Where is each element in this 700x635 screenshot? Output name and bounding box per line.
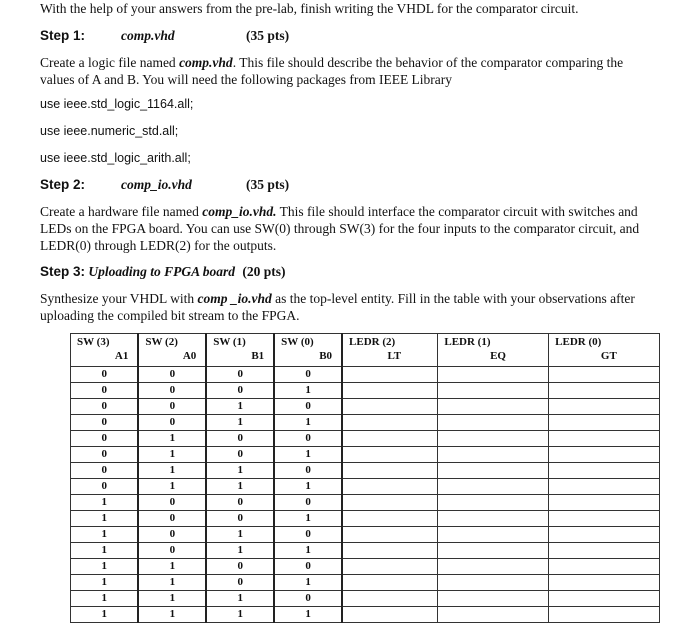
table-row bbox=[71, 591, 660, 607]
input-cell: 0 bbox=[274, 463, 342, 479]
output-cell-empty[interactable] bbox=[549, 527, 660, 543]
input-cell: 0 bbox=[138, 367, 206, 383]
header-signal-label: LT bbox=[387, 350, 402, 362]
output-cell-empty[interactable] bbox=[438, 415, 549, 431]
output-cell-empty[interactable] bbox=[438, 399, 549, 415]
header-ledr0 bbox=[549, 334, 660, 367]
step2-desc-text-a: Create a hardware file named bbox=[40, 204, 203, 219]
input-cell: 1 bbox=[71, 559, 139, 575]
input-cell: 0 bbox=[138, 495, 206, 511]
output-cell-empty[interactable] bbox=[438, 511, 549, 527]
header-sw3 bbox=[71, 334, 139, 367]
output-cell-empty[interactable] bbox=[549, 431, 660, 447]
input-cell: 1 bbox=[138, 431, 206, 447]
input-cell: 1 bbox=[206, 399, 274, 415]
input-cell: 0 bbox=[138, 511, 206, 527]
output-cell-empty[interactable] bbox=[438, 527, 549, 543]
input-cell: 0 bbox=[71, 367, 139, 383]
header-sw-label: SW (3) bbox=[77, 336, 110, 348]
input-cell: 1 bbox=[206, 415, 274, 431]
header-sw0 bbox=[274, 334, 342, 367]
input-cell: 1 bbox=[138, 591, 206, 607]
step3-title: Uploading to FPGA board bbox=[88, 264, 236, 279]
input-cell: 1 bbox=[71, 495, 139, 511]
output-cell-empty[interactable] bbox=[342, 447, 438, 463]
input-cell: 0 bbox=[206, 447, 274, 463]
output-cell-empty[interactable] bbox=[342, 367, 438, 383]
output-cell-empty[interactable] bbox=[438, 591, 549, 607]
output-cell-empty[interactable] bbox=[342, 495, 438, 511]
step2-desc-line1 bbox=[40, 203, 638, 220]
header-led-label: LEDR (2) bbox=[349, 336, 396, 348]
input-cell: 0 bbox=[71, 479, 139, 495]
output-cell-empty[interactable] bbox=[438, 367, 549, 383]
input-cell: 1 bbox=[71, 575, 139, 591]
input-cell: 1 bbox=[206, 463, 274, 479]
package-line: use ieee.std_logic_arith.all; bbox=[40, 151, 191, 165]
header-signal-label: EQ bbox=[490, 350, 506, 362]
output-cell-empty[interactable] bbox=[438, 383, 549, 399]
input-cell: 1 bbox=[71, 591, 139, 607]
input-cell: 0 bbox=[206, 383, 274, 399]
observation-table bbox=[70, 333, 660, 623]
input-cell: 1 bbox=[206, 591, 274, 607]
header-ledr1 bbox=[438, 334, 549, 367]
input-cell: 0 bbox=[206, 575, 274, 591]
input-cell: 1 bbox=[274, 447, 342, 463]
header-led-label: LEDR (1) bbox=[444, 336, 491, 348]
table-row bbox=[71, 559, 660, 575]
header-sw1 bbox=[206, 334, 274, 367]
output-cell-empty[interactable] bbox=[342, 383, 438, 399]
table-header-row bbox=[71, 334, 660, 367]
step1-label: Step 1: bbox=[40, 28, 86, 43]
table-row bbox=[71, 511, 660, 527]
input-cell: 0 bbox=[274, 559, 342, 575]
step3-desc-line2: uploading the compiled bit stream to the FPGA. bbox=[40, 308, 300, 323]
output-cell-empty[interactable] bbox=[549, 495, 660, 511]
output-cell-empty[interactable] bbox=[549, 399, 660, 415]
input-cell: 0 bbox=[138, 527, 206, 543]
output-cell-empty[interactable] bbox=[549, 463, 660, 479]
input-cell: 1 bbox=[274, 575, 342, 591]
output-cell-empty[interactable] bbox=[342, 463, 438, 479]
header-led-label: LEDR (0) bbox=[555, 336, 602, 348]
output-cell-empty[interactable] bbox=[549, 543, 660, 559]
input-cell: 1 bbox=[274, 511, 342, 527]
output-cell-empty[interactable] bbox=[549, 415, 660, 431]
header-ledr2 bbox=[342, 334, 438, 367]
step1-desc-file: comp.vhd bbox=[179, 55, 233, 70]
output-cell-empty[interactable] bbox=[342, 399, 438, 415]
output-cell-empty[interactable] bbox=[438, 431, 549, 447]
table-row bbox=[71, 527, 660, 543]
output-cell-empty[interactable] bbox=[549, 479, 660, 495]
step3-desc-text-a: Synthesize your VHDL with bbox=[40, 291, 198, 306]
input-cell: 0 bbox=[206, 367, 274, 383]
input-cell: 0 bbox=[71, 415, 139, 431]
step3-desc-line1 bbox=[40, 290, 635, 307]
intro-text: With the help of your answers from the pre-lab, finish writing the VHDL for the comparator circuit. bbox=[40, 1, 579, 16]
input-cell: 0 bbox=[274, 591, 342, 607]
header-signal-label: A1 bbox=[114, 350, 129, 362]
header-signal-label: GT bbox=[600, 350, 617, 362]
step1-desc-line1 bbox=[40, 54, 623, 71]
header-signal-label: A0 bbox=[182, 350, 197, 362]
step1-desc-text-b: . This file should describe the behavior of the comparator comparing the bbox=[232, 55, 624, 70]
input-cell: 1 bbox=[274, 415, 342, 431]
header-signal-label: B0 bbox=[319, 350, 333, 362]
output-cell-empty[interactable] bbox=[438, 607, 549, 623]
input-cell: 1 bbox=[71, 607, 139, 623]
input-cell: 1 bbox=[138, 559, 206, 575]
table-row bbox=[71, 399, 660, 415]
output-cell-empty[interactable] bbox=[342, 431, 438, 447]
output-cell-empty[interactable] bbox=[438, 447, 549, 463]
step2-desc-text-b: This file should interface the comparator circuit with switches and bbox=[276, 204, 638, 219]
input-cell: 0 bbox=[71, 447, 139, 463]
table-row bbox=[71, 543, 660, 559]
input-cell: 0 bbox=[206, 495, 274, 511]
header-sw2 bbox=[138, 334, 206, 367]
output-cell-empty[interactable] bbox=[438, 463, 549, 479]
step2-desc-line2: LEDs on the FPGA board. You can use SW(0) through SW(3) for the four inputs to the comparator circuit, and bbox=[40, 221, 640, 236]
step2-file: comp_io.vhd bbox=[121, 177, 192, 192]
input-cell: 0 bbox=[206, 511, 274, 527]
input-cell: 1 bbox=[138, 463, 206, 479]
package-line: use ieee.std_logic_1164.all; bbox=[40, 97, 194, 111]
input-cell: 1 bbox=[206, 527, 274, 543]
step3-desc-file: comp _io.vhd bbox=[197, 291, 272, 306]
input-cell: 0 bbox=[274, 431, 342, 447]
step1-desc-line2: values of A and B. You will need the following packages from IEEE Library bbox=[40, 72, 453, 87]
input-cell: 1 bbox=[71, 527, 139, 543]
input-cell: 0 bbox=[71, 463, 139, 479]
input-cell: 1 bbox=[274, 383, 342, 399]
table-row bbox=[71, 607, 660, 623]
table-row bbox=[71, 479, 660, 495]
output-cell-empty[interactable] bbox=[549, 447, 660, 463]
header-sw-label: SW (0) bbox=[281, 336, 314, 348]
output-cell-empty[interactable] bbox=[438, 559, 549, 575]
input-cell: 1 bbox=[71, 543, 139, 559]
header-sw-label: SW (2) bbox=[145, 336, 178, 348]
step1-desc-text-a: Create a logic file named bbox=[40, 55, 180, 70]
table-row bbox=[71, 495, 660, 511]
input-cell: 0 bbox=[206, 431, 274, 447]
output-cell-empty[interactable] bbox=[549, 559, 660, 575]
table-row bbox=[71, 463, 660, 479]
table-row bbox=[71, 575, 660, 591]
table-row bbox=[71, 383, 660, 399]
input-cell: 0 bbox=[274, 495, 342, 511]
input-cell: 0 bbox=[138, 383, 206, 399]
output-cell-empty[interactable] bbox=[342, 527, 438, 543]
table-row bbox=[71, 415, 660, 431]
input-cell: 1 bbox=[206, 479, 274, 495]
input-cell: 0 bbox=[274, 527, 342, 543]
step2-desc-file: comp_io.vhd. bbox=[202, 204, 277, 219]
output-cell-empty[interactable] bbox=[549, 575, 660, 591]
output-cell-empty[interactable] bbox=[342, 607, 438, 623]
input-cell: 1 bbox=[206, 607, 274, 623]
input-cell: 0 bbox=[206, 559, 274, 575]
output-cell-empty[interactable] bbox=[438, 543, 549, 559]
header-sw-label: SW (1) bbox=[213, 336, 246, 348]
input-cell: 0 bbox=[71, 383, 139, 399]
step3-desc-text-b: as the top-level entity. Fill in the table with your observations after bbox=[271, 291, 635, 306]
input-cell: 1 bbox=[274, 543, 342, 559]
input-cell: 0 bbox=[138, 399, 206, 415]
input-cell: 1 bbox=[138, 575, 206, 591]
step1-points: (35 pts) bbox=[246, 28, 290, 43]
step2-label: Step 2: bbox=[40, 177, 86, 192]
step3-label: Step 3: bbox=[40, 264, 86, 279]
step2-desc-line3: LEDR(0) through LEDR(2) for the outputs. bbox=[40, 238, 277, 253]
input-cell: 0 bbox=[274, 367, 342, 383]
output-cell-empty[interactable] bbox=[342, 543, 438, 559]
step3-heading bbox=[40, 263, 286, 280]
package-line: use ieee.numeric_std.all; bbox=[40, 124, 179, 138]
input-cell: 0 bbox=[71, 399, 139, 415]
output-cell-empty[interactable] bbox=[342, 575, 438, 591]
input-cell: 1 bbox=[206, 543, 274, 559]
output-cell-empty[interactable] bbox=[342, 591, 438, 607]
output-cell-empty[interactable] bbox=[549, 591, 660, 607]
input-cell: 1 bbox=[71, 511, 139, 527]
input-cell: 0 bbox=[274, 399, 342, 415]
step2-points: (35 pts) bbox=[246, 177, 290, 192]
header-signal-label: B1 bbox=[251, 350, 265, 362]
input-cell: 0 bbox=[138, 543, 206, 559]
input-cell: 1 bbox=[138, 607, 206, 623]
input-cell: 0 bbox=[71, 431, 139, 447]
table-row bbox=[71, 367, 660, 383]
step3-points: (20 pts) bbox=[242, 264, 286, 279]
step1-file: comp.vhd bbox=[121, 28, 175, 43]
output-cell-empty[interactable] bbox=[549, 383, 660, 399]
input-cell: 1 bbox=[274, 479, 342, 495]
input-cell: 0 bbox=[138, 415, 206, 431]
output-cell-empty[interactable] bbox=[342, 511, 438, 527]
output-cell-empty[interactable] bbox=[438, 575, 549, 591]
output-cell-empty[interactable] bbox=[342, 415, 438, 431]
input-cell: 1 bbox=[138, 447, 206, 463]
output-cell-empty[interactable] bbox=[342, 479, 438, 495]
input-cell: 1 bbox=[138, 479, 206, 495]
output-cell-empty[interactable] bbox=[549, 367, 660, 383]
output-cell-empty[interactable] bbox=[438, 495, 549, 511]
table-body bbox=[71, 367, 660, 623]
output-cell-empty[interactable] bbox=[549, 511, 660, 527]
input-cell: 1 bbox=[274, 607, 342, 623]
output-cell-empty[interactable] bbox=[438, 479, 549, 495]
table-row bbox=[71, 431, 660, 447]
output-cell-empty[interactable] bbox=[342, 559, 438, 575]
output-cell-empty[interactable] bbox=[549, 607, 660, 623]
table-row bbox=[71, 447, 660, 463]
